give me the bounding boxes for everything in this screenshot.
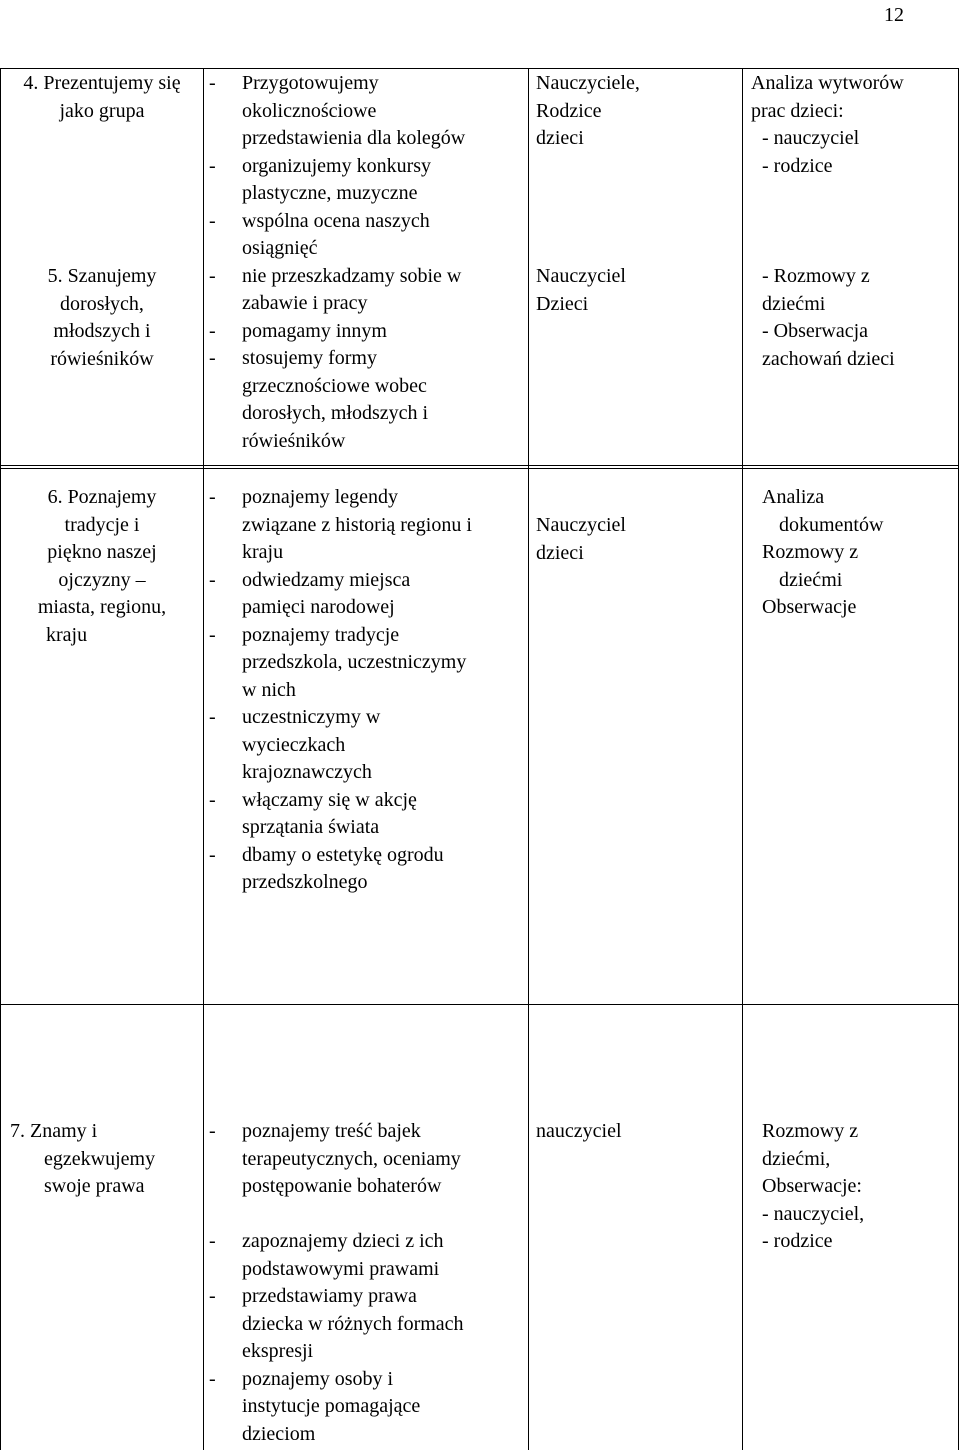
table-border-left [0,69,1,1450]
activity-item: - nie przeszkadzamy sobie w zabawie i pracy [209,264,462,314]
column-divider-2 [528,69,529,1450]
column-divider-3 [742,69,743,1450]
column-divider-1 [203,69,204,1450]
row4-topic-line: jako grupa [59,99,145,122]
row4-evaluation: Analiza wytworów prac dzieci: - nauczyciel - rodzice [751,72,904,177]
activity-item: - przedstawiamy prawa dziecka w różnych formach ekspresji [209,1285,464,1362]
table-border-top [0,68,959,69]
activity-item: - pomagamy innym [209,319,387,342]
row4-participants: Nauczyciele, Rodzice dzieci [536,72,640,149]
row6-topic: 6. Poznajemy tradycje i piękno naszej ojczyzny – miasta, regionu, kraju [37,486,167,646]
row4-topic [2,70,202,125]
page-number: 12 [884,4,904,26]
row-divider-2 [0,468,959,469]
activity-item: - poznajemy tradycje przedszkola, uczestniczymy w nich [209,623,467,701]
activity-item: - włączamy się w akcję sprzątania świata [209,788,417,838]
activity-item: - organizujemy konkursy plastyczne, muzyczne [209,154,432,204]
row7-topic: 7. Znamy i egzekwujemy swoje prawa [10,1120,156,1197]
activity-item: - dbamy o estetykę ogrodu przedszkolnego [209,843,444,893]
activity-item: - stosujemy formy grzecznościowe wobec dorosłych, młodszych i rówieśników [209,347,429,452]
activity-item: - poznajemy treść bajek terapeutycznych, oceniamy postępowanie bohaterów [209,1120,461,1197]
activity-item: - odwiedzamy miejsca pamięci narodowej [209,568,411,618]
row5-topic-line: młodszych i [53,320,151,342]
row7-participants: nauczyciel [536,1120,622,1142]
row5-topic [2,263,202,373]
row5-topic-line: dorosłych, [60,292,144,315]
row6-activities [209,484,527,897]
row7-activities [209,1118,527,1448]
row4-activities [209,70,527,455]
row6-evaluation: Analiza dokumentów Rozmowy z dziećmi Obserwacje [762,486,884,618]
row5-topic-line: rówieśników [50,347,154,370]
row5-evaluation: - Rozmowy z dziećmi - Obserwacja zachowań dzieci [762,265,895,370]
row4-topic-line: 4. Prezentujemy się [23,72,181,94]
table-border-right [958,69,959,1450]
activity-item: - poznajemy legendy związane z historią regionu i kraju [209,486,472,563]
row6-participants: Nauczyciel dzieci [536,514,626,564]
row-divider-1 [0,465,959,466]
activity-item: - poznajemy osoby i instytucje pomagające dzieciom [209,1367,421,1445]
row-divider-3 [0,1004,959,1005]
activity-item: - zapoznajemy dzieci z ich podstawowymi prawami [209,1230,444,1280]
row5-topic-line: 5. Szanujemy [47,265,157,287]
activity-item: - wspólna ocena naszych osiągnięć [209,209,430,259]
activity-item: - Przygotowujemy okolicznościowe przedstawienia dla kolegów [209,72,466,149]
row5-participants: Nauczyciel Dzieci [536,265,626,315]
row7-evaluation: Rozmowy z dziećmi, Obserwacje: - nauczyciel, - rodzice [762,1120,865,1252]
activity-item: - uczestniczymy w wycieczkach krajoznawczych [209,706,381,783]
